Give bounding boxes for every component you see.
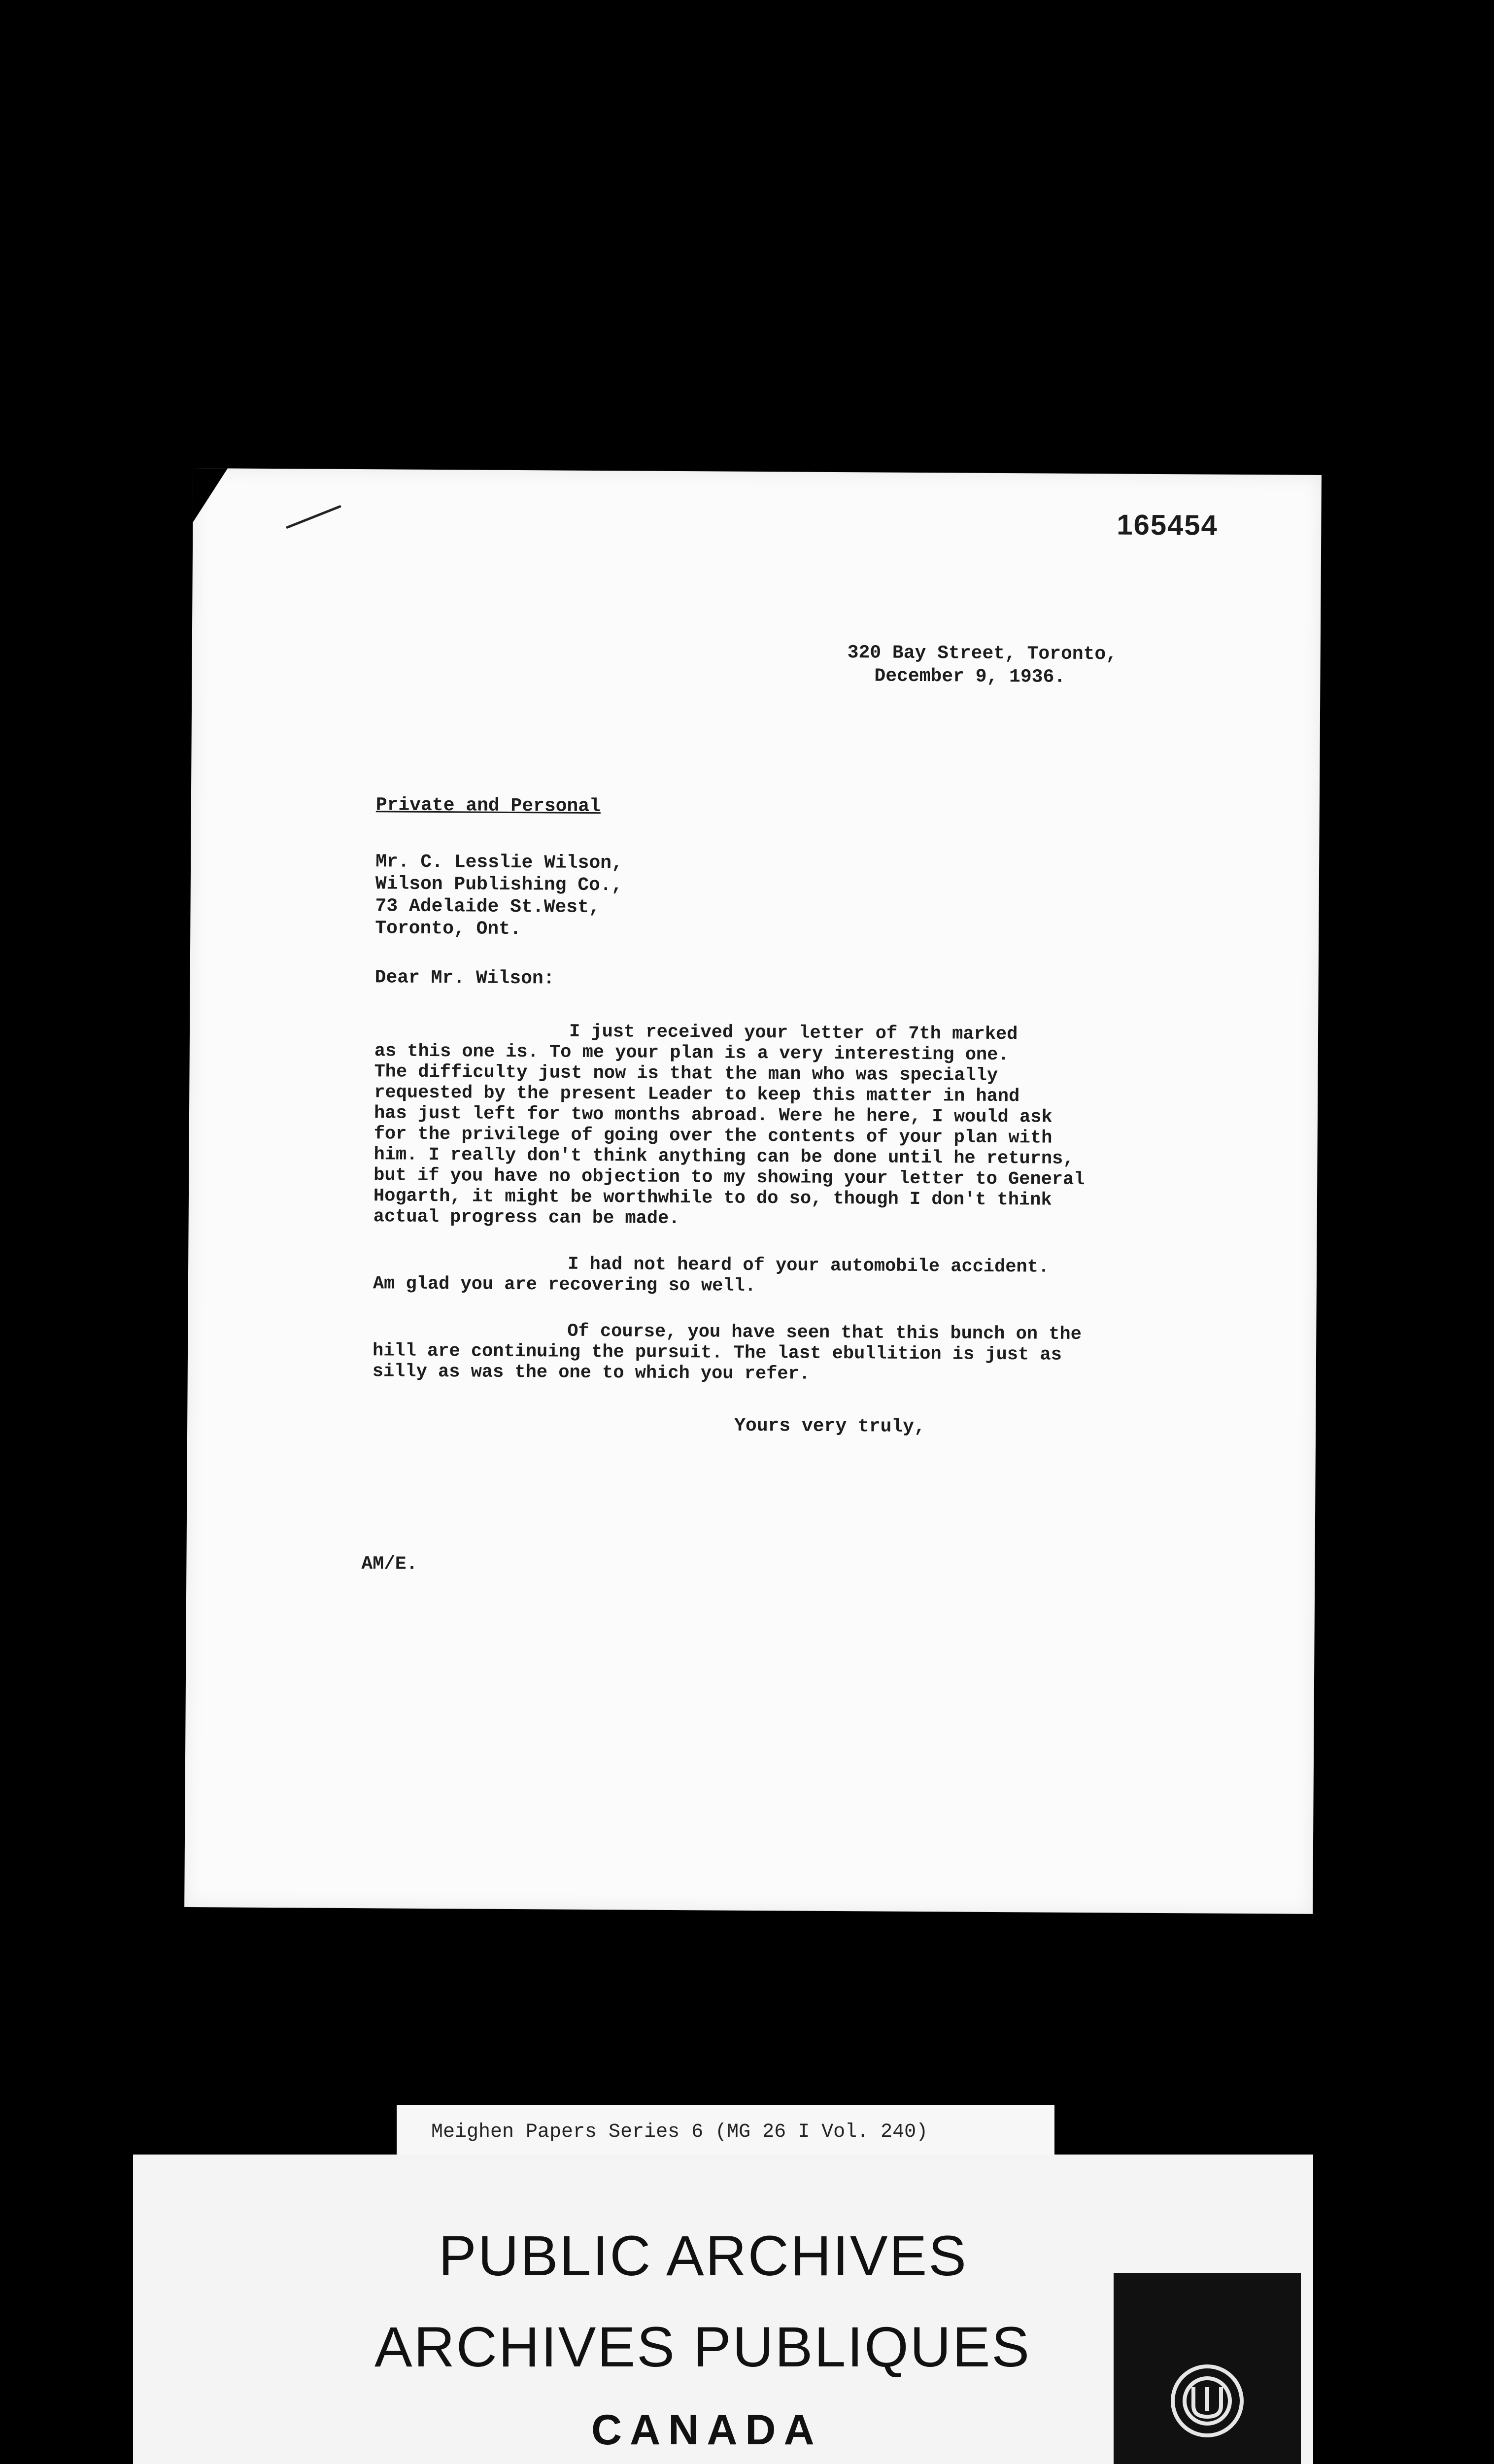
body-line: Am glad you are recovering so well. [373, 1273, 756, 1297]
body-line: him. I really don't think anything can be done until he returns, [374, 1144, 1074, 1169]
series-label: Meighen Papers Series 6 (MG 26 I Vol. 240) [431, 2121, 928, 2143]
body-line: Hogarth, it might be worthwhile to do so, though I don't think [373, 1186, 1052, 1211]
recipient-line: Wilson Publishing Co., [375, 873, 623, 896]
series-label-strip [397, 2105, 1054, 2158]
body-line: silly as was the one to which you refer. [372, 1361, 811, 1385]
body-line: requested by the present Leader to keep this matter in hand [374, 1082, 1020, 1107]
document-number: 165454 [1117, 509, 1219, 542]
archive-country: CANADA [591, 2406, 822, 2454]
archives-emblem-icon [1168, 2361, 1247, 2440]
letter-page [184, 468, 1322, 1914]
body-line: for the privilege of going over the contents of your plan with [374, 1124, 1053, 1149]
body-line: hill are continuing the pursuit. The last ebullition is just as [372, 1340, 1062, 1366]
archive-title-fr: ARCHIVES PUBLIQUES [374, 2316, 1031, 2379]
recipient-line: 73 Adelaide St.West, [375, 895, 600, 919]
archive-card [133, 2155, 1313, 2464]
body-line: The difficulty just now is that the man who was specially [374, 1061, 998, 1086]
archive-title-en: PUBLIC ARCHIVES [439, 2224, 968, 2288]
folded-corner [193, 468, 228, 522]
body-line: Of course, you have seen that this bunch on the [567, 1321, 1082, 1345]
body-line: but if you have no objection to my showing your letter to General [374, 1165, 1085, 1191]
body-line: as this one is. To me your plan is a very interesting one. [374, 1041, 1009, 1066]
sender-address: 320 Bay Street, Toronto, [847, 642, 1118, 665]
private-label: Private and Personal [375, 794, 601, 818]
body-line: I had not heard of your automobile accident. [568, 1254, 1050, 1278]
body-line: I just received your letter of 7th marked [569, 1021, 1018, 1045]
salutation: Dear Mr. Wilson: [374, 967, 555, 990]
body-line: has just left for two months abroad. Were he here, I would ask [374, 1103, 1053, 1128]
typist-initials: AM/E. [361, 1553, 418, 1575]
body-line: actual progress can be made. [373, 1206, 680, 1230]
recipient-line: Toronto, Ont. [375, 918, 521, 940]
closing: Yours very truly, [734, 1415, 925, 1438]
pen-mark [286, 505, 341, 529]
recipient-line: Mr. C. Lesslie Wilson, [375, 851, 623, 874]
letter-date: December 9, 1936. [874, 665, 1066, 688]
archive-logo-box [1114, 2273, 1301, 2464]
